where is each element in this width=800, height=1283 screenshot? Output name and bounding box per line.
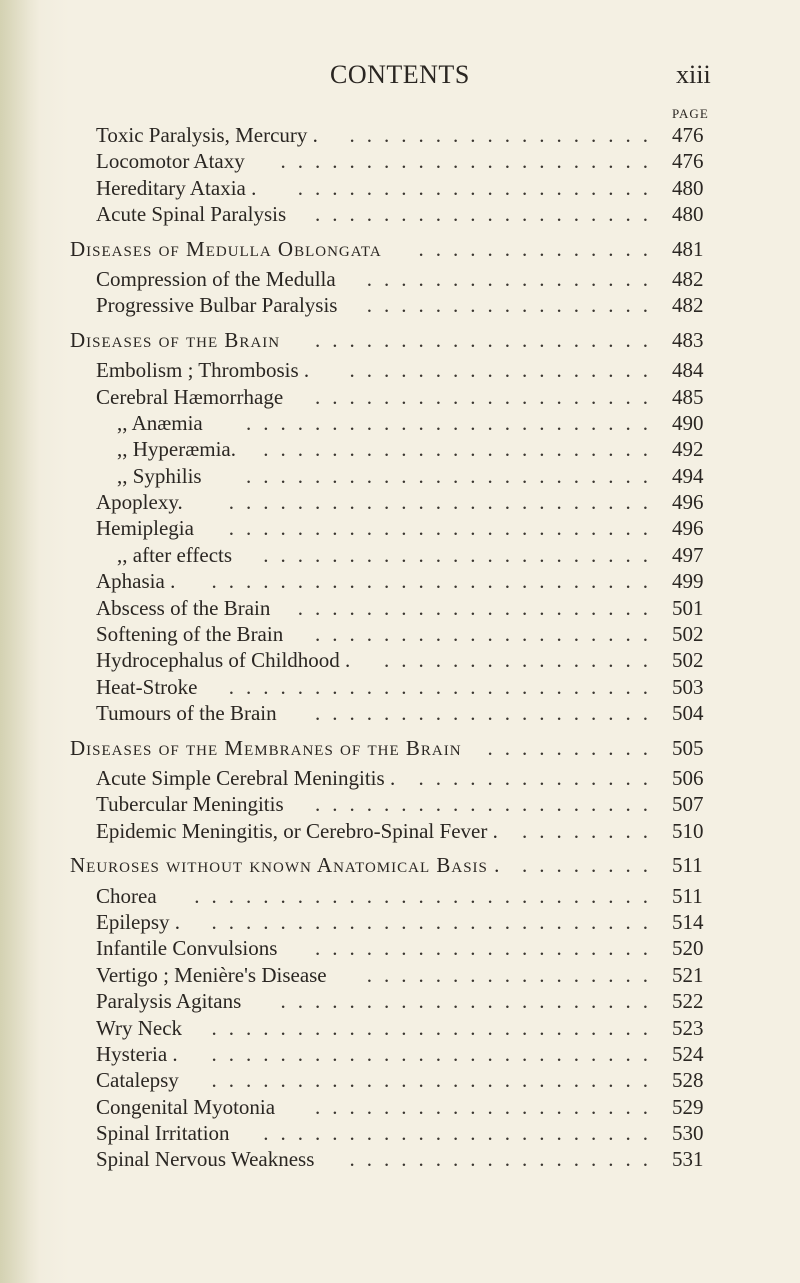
dot-leader: ........................ (246, 410, 660, 435)
toc-entry (0, 674, 800, 700)
toc-entry (0, 647, 800, 673)
toc-page-number: 523 (672, 1015, 704, 1040)
toc-page-number: 511 (672, 853, 703, 878)
toc-page-number: 505 (672, 735, 704, 760)
dot-leader: ................ (384, 648, 660, 673)
toc-entry-title: Congenital Myotonia (96, 1094, 276, 1119)
toc-page-number: 528 (672, 1068, 704, 1093)
toc-entry (0, 1094, 800, 1120)
dot-leader: ................. (366, 266, 660, 291)
toc-section-heading (0, 735, 800, 761)
dot-leader: .......................... (211, 909, 660, 934)
toc-entry-title: Chorea (96, 883, 157, 908)
toc-entry (0, 292, 800, 318)
toc-entry (0, 568, 800, 594)
toc-entry (0, 436, 800, 462)
toc-entry (0, 489, 800, 515)
toc-entry-title: Tumours of the Brain (96, 701, 277, 726)
toc-entry-title: Embolism ; Thrombosis . (96, 358, 310, 383)
toc-entry-title: Hemiplegia (96, 516, 194, 541)
toc-page-number: 504 (672, 701, 704, 726)
toc-entry (0, 1041, 800, 1067)
dot-leader: .......................... (211, 1015, 660, 1040)
dot-leader: ........ (522, 853, 660, 878)
toc-entry (0, 122, 800, 148)
toc-entry-title: Diseases of the Brain (70, 327, 281, 352)
toc-entry-title: ,, after effects (117, 542, 233, 567)
toc-entry (0, 1067, 800, 1093)
toc-page-number: 490 (672, 410, 704, 435)
toc-page-number: 480 (672, 175, 704, 200)
dot-leader: .............. (418, 236, 660, 261)
dot-leader: .................... (315, 202, 660, 227)
toc-entry (0, 791, 800, 817)
toc-entry-title: Tubercular Meningitis (96, 792, 284, 817)
toc-page-number: 521 (672, 962, 704, 987)
toc-entry (0, 463, 800, 489)
toc-page-number: 503 (672, 674, 704, 699)
dot-leader: .................... (315, 701, 660, 726)
toc-page-number: 482 (672, 266, 704, 291)
running-head-title: CONTENTS (330, 60, 470, 89)
toc-entry-title: Toxic Paralysis, Mercury . (96, 123, 318, 147)
toc-entry-title: Spinal Irritation (96, 1121, 230, 1146)
dot-leader: ......................... (228, 674, 660, 699)
toc-page-number: 520 (672, 936, 704, 961)
toc-entry-title: ,, Anæmia (117, 410, 203, 435)
dot-leader: .................... (315, 384, 660, 409)
toc-entry-title: Cerebral Hæmorrhage (96, 384, 284, 409)
dot-leader: ........................... (194, 883, 660, 908)
toc-entry (0, 175, 800, 201)
toc-page-number: 530 (672, 1121, 704, 1146)
toc-page-number: 476 (672, 149, 704, 174)
toc-page-number: 506 (672, 765, 704, 790)
running-head (0, 50, 800, 90)
toc-page-number: 522 (672, 989, 704, 1014)
toc-entry (0, 266, 800, 292)
toc-page-number: 492 (672, 437, 704, 462)
toc-entry-title: Acute Simple Cerebral Meningitis . (96, 765, 396, 790)
toc-page-number: 510 (672, 818, 704, 843)
toc-entry (0, 201, 800, 227)
toc-entry (0, 515, 800, 541)
dot-leader: .......................... (211, 1068, 660, 1093)
toc-entry (0, 988, 800, 1014)
toc-entry (0, 700, 800, 726)
dot-leader: ........ (522, 818, 660, 843)
toc-section-heading (0, 236, 800, 262)
toc-entry-title: Infantile Convulsions (96, 936, 278, 961)
toc-section-heading (0, 852, 800, 878)
dot-leader: ..................... (297, 595, 660, 620)
toc-entry-title: Heat-Stroke (96, 674, 198, 699)
toc-page-number: 483 (672, 327, 704, 352)
toc-entry-title: Aphasia . (96, 569, 176, 594)
toc-entry-title: ,, Hyperæmia. (117, 437, 236, 462)
toc-entry-title: Hereditary Ataxia . (96, 175, 257, 200)
toc-entry (0, 621, 800, 647)
toc-page-number: 497 (672, 542, 704, 567)
toc-entry-title: Neuroses without known Anatomical Basis . (70, 853, 501, 878)
toc-entry-title: Abscess of the Brain (96, 595, 271, 620)
dot-leader: ..................... (297, 175, 660, 200)
dot-leader: ................. (366, 962, 660, 987)
toc-page-number: 502 (672, 648, 704, 673)
dot-leader: ........................ (246, 463, 660, 488)
toc-entry (0, 935, 800, 961)
toc-entry-title: Epilepsy . (96, 909, 180, 934)
toc-page-number: 499 (672, 569, 704, 594)
toc-entry (0, 909, 800, 935)
toc-entry (0, 818, 800, 844)
toc-entry-title: Softening of the Brain (96, 622, 284, 647)
dot-leader: .......................... (211, 569, 660, 594)
toc-page-number: 480 (672, 202, 704, 227)
toc-page-number: 482 (672, 293, 704, 318)
dot-leader: .............. (418, 765, 660, 790)
dot-leader: ...................... (280, 149, 660, 174)
toc-entry-title: Diseases of the Membranes of the Brain (70, 735, 462, 760)
dot-leader: .......... (487, 735, 660, 760)
dot-leader: ...................... (280, 989, 660, 1014)
toc-entry-title: Paralysis Agitans (96, 989, 242, 1014)
toc-entry (0, 148, 800, 174)
dot-leader: .................. (349, 1147, 660, 1172)
toc-entry-title: Apoplexy. (96, 490, 183, 515)
toc-entry-title: Compression of the Medulla (96, 266, 336, 291)
dot-leader: ....................... (263, 542, 660, 567)
toc-entry-title: Epidemic Meningitis, or Cerebro-Spinal Fever . (96, 818, 498, 843)
dot-leader: .................. (349, 123, 660, 147)
toc-entry-title: Spinal Nervous Weakness (96, 1147, 315, 1172)
toc-entry (0, 384, 800, 410)
toc-entry-title: Wry Neck (96, 1015, 183, 1040)
toc-page-number: 507 (672, 792, 704, 817)
toc-entry (0, 962, 800, 988)
toc-page-number: 496 (672, 516, 704, 541)
toc-section-heading (0, 327, 800, 353)
contents-list (0, 122, 800, 1173)
toc-entry-title: Acute Spinal Paralysis (96, 202, 287, 227)
toc-entry (0, 542, 800, 568)
toc-page-number: 481 (672, 236, 704, 261)
toc-entry (0, 357, 800, 383)
toc-page-number: 501 (672, 595, 704, 620)
toc-entry-title: Progressive Bulbar Paralysis (96, 293, 338, 318)
toc-page-number: 496 (672, 490, 704, 515)
toc-page-number: 511 (672, 883, 703, 908)
toc-entry-title: Hydrocephalus of Childhood . (96, 648, 351, 673)
dot-leader: .................... (315, 1094, 660, 1119)
toc-entry-title: Hysteria . (96, 1041, 178, 1066)
toc-entry-title: ,, Syphilis (117, 463, 202, 488)
toc-entry (0, 765, 800, 791)
dot-leader: ................. (366, 293, 660, 318)
toc-entry (0, 410, 800, 436)
toc-entry (0, 883, 800, 909)
toc-entry-title: Diseases of Medulla Oblongata (70, 236, 382, 261)
toc-entry (0, 1146, 800, 1172)
dot-leader: .......................... (211, 1041, 660, 1066)
dot-leader: .................... (315, 327, 660, 352)
dot-leader: .................... (315, 792, 660, 817)
toc-page-number: 485 (672, 384, 704, 409)
toc-entry (0, 595, 800, 621)
dot-leader: ....................... (263, 437, 660, 462)
toc-page-number: 502 (672, 622, 704, 647)
toc-page-number: 476 (672, 123, 704, 147)
toc-page-number: 514 (672, 909, 704, 934)
dot-leader: ......................... (228, 516, 660, 541)
toc-page-number: 524 (672, 1041, 704, 1066)
toc-entry (0, 1120, 800, 1146)
toc-page-number: 531 (672, 1147, 704, 1172)
toc-page-number: 494 (672, 463, 704, 488)
dot-leader: .................. (349, 358, 660, 383)
dot-leader: ....................... (263, 1121, 660, 1146)
page-column-label: PAGE (672, 106, 709, 121)
toc-entry-title: Locomotor Ataxy (96, 149, 245, 174)
dot-leader: .................... (315, 622, 660, 647)
toc-entry-title: Vertigo ; Menière's Disease (96, 962, 327, 987)
page-folio: xiii (676, 60, 711, 89)
toc-page-number: 529 (672, 1094, 704, 1119)
toc-entry-title: Catalepsy (96, 1068, 179, 1093)
dot-leader: ......................... (228, 490, 660, 515)
toc-page-number: 484 (672, 358, 704, 383)
dot-leader: .................... (315, 936, 660, 961)
toc-entry (0, 1015, 800, 1041)
